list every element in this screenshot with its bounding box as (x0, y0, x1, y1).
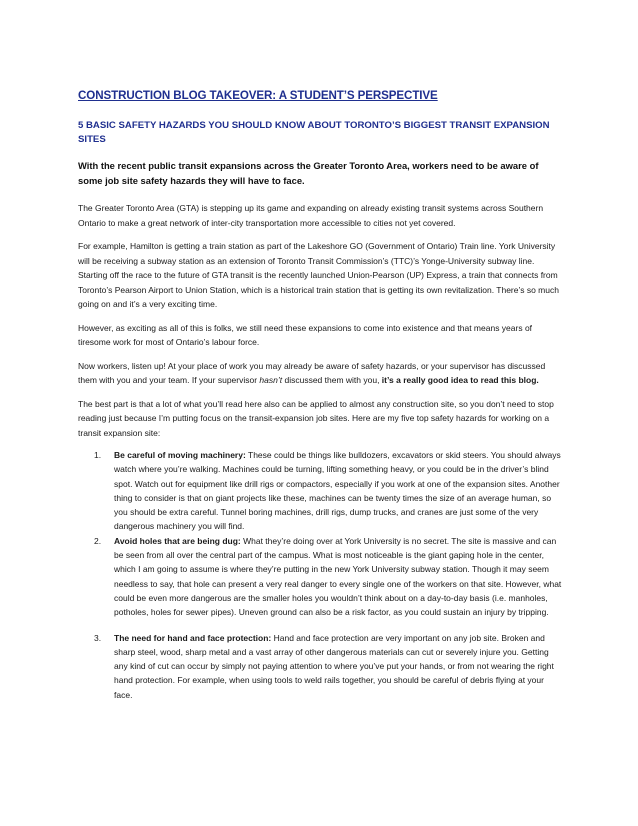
list-item-text: These could be things like bulldozers, excavators or skid steers. You should always watch where you’re walking. Machines could be turning, lifting something heavy, or you could be in the driver’s blind spot. Watch out for equipment like drill rigs or compactors, especially if you work at one of the expansion sites. Another thing to consider is that on giant projects like these, machines can be twenty times the size of an average human, so you should be extra careful. Tunnel boring machines, drill rigs, dump trucks, and cranes are just some of the very dangerous machinery you will find. (114, 450, 561, 532)
list-item (78, 534, 562, 620)
body-paragraph-examples: For example, Hamilton is getting a train station as part of the Lakeshore GO (Government of Ontario) Train line. York University will be receiving a subway station as an extension of Toronto Transit Commission’s (TTC)’s Yonge-University subway line. Starting off the race to the future of GTA transit is the recently launched Union-Pearson (UP) Express, a train that connects from Toronto’s Pearson Airport to Union Station, which is a historical train station that is getting its own revitalization. There’s so much going on and it’s a very exciting time. (78, 241, 559, 309)
list-item-number: 1. (94, 450, 102, 460)
body-paragraph-labour: However, as exciting as all of this is folks, we still need these expansions to come into existence and that means years of tiresome work for most of Ontario’s labour force. (78, 322, 533, 347)
list-item-number: 2. (94, 535, 102, 546)
body-paragraph-workers (78, 359, 562, 388)
list-item-heading: The need for hand and face protection: (114, 632, 272, 643)
safety-hazards-list (78, 448, 562, 702)
body-paragraph-intro-list: The best part is that a lot of what you’ll read here also can be applied to almost any construction site, so you don’t need to stop reading just because I’m putting focus on the transit-expansion job sites. Here are my five top safety hazards for working on a transit expansion site: (78, 398, 554, 438)
list-item (78, 448, 562, 534)
list-item-heading: Be careful of moving machinery: (114, 450, 246, 460)
list-item-text: What they’re doing over at York University is no secret. The site is massive and can be seen from all over the central part of the campus. What is most noticeable is the giant gaping hole in the center, which I am going to assume is where they’re putting in the new York University subway station. Though it may seem needless to say, that hole can present a very real danger to every single one of the workers on that site. However, what could be even more dangerous are the smaller holes you wouldn’t think about on a day-to-day basis (i.e. manholes, potholes, holes for sewer pipes). Uneven ground can also be a risk factor, as you could sustain an injury by tripping. (114, 535, 562, 618)
list-item-number: 3. (94, 632, 102, 643)
workers-text-italic: hasn’t (259, 375, 283, 385)
page-title: CONSTRUCTION BLOG TAKEOVER: A STUDENT’S PERSPECTIVE (78, 89, 438, 102)
article-subtitle: 5 BASIC SAFETY HAZARDS YOU SHOULD KNOW ABOUT TORONTO’S BIGGEST TRANSIT EXPANSION SITES (78, 120, 550, 145)
body-paragraph-gta: The Greater Toronto Area (GTA) is stepping up its game and expanding on already existing transit systems across Southern Ontario to make a great network of inter-city transportation more accessible to cities not yet covered. (78, 203, 544, 228)
workers-text-b: discussed them with you, (282, 375, 382, 385)
workers-text-bold: it’s a really good idea to read this blog. (381, 375, 539, 385)
blog-content (78, 88, 562, 702)
list-item-heading: Avoid holes that are being dug: (114, 535, 241, 546)
list-item (78, 631, 562, 702)
workers-text-a: Now workers, listen up! At your place of work you may already be aware of safety hazards, or your supervisor has discussed them with you and your team. If your supervisor (78, 360, 546, 385)
list-item-text: Hand and face protection are very important on any job site. Broken and sharp steel, wood, sharp metal and a vast array of other dangerous materials can cut or severely injure you. Getting any kind of cut can occur by simply not paying attention to where you’ve put your hands, or from not wearing the right hand protection. For example, when using tools to weld rails together, you should be careful of debris flying at your face. (114, 632, 554, 700)
intro-paragraph: With the recent public transit expansions across the Greater Toronto Area, workers need to be aware of some job site safety hazards they will have to face. (78, 160, 539, 186)
